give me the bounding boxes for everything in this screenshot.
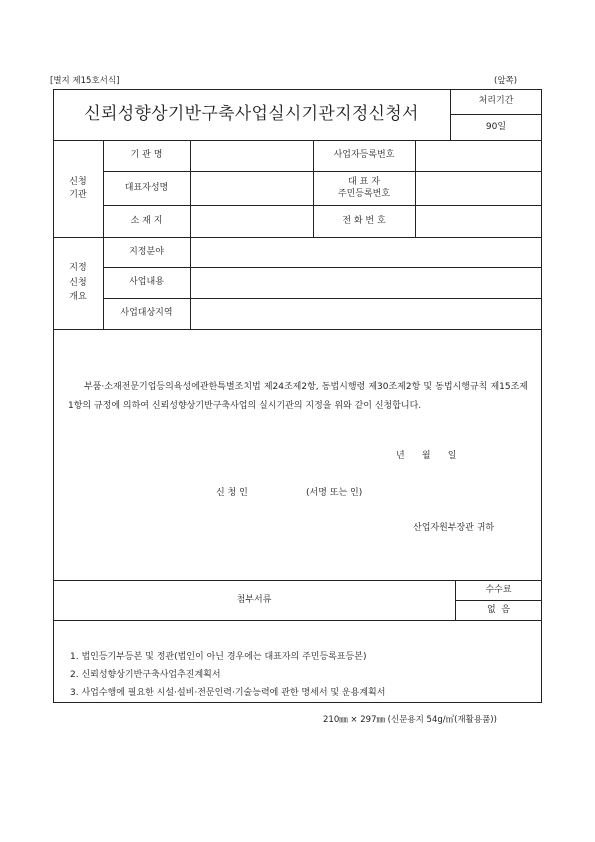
page-side: (앞쪽)	[494, 76, 518, 86]
paper-spec-footer: 210㎜ × 297㎜ (신문용지 54g/㎡(재활용품))	[323, 715, 497, 725]
fee-label: 수수료	[485, 584, 512, 595]
rep-name-field[interactable]	[190, 171, 313, 205]
business-content-input[interactable]	[190, 267, 542, 298]
attachment-item: 2. 신뢰성향상기반구축사업추진계획서	[70, 670, 221, 680]
rep-id-label: 대 표 자 주민등록번호	[337, 176, 391, 199]
address-field[interactable]	[190, 205, 313, 237]
processing-period-label: 처리기간	[478, 96, 514, 107]
attachment-item: 3. 사업수행에 필요한 시설·설비·전문인력·기술능력에 관한 명세서 및 운용계획서	[70, 688, 386, 698]
designation-field-input[interactable]	[190, 237, 542, 267]
designation-field-label: 지정분야	[129, 246, 164, 257]
processing-period-value: 90일	[485, 121, 507, 132]
fee-value: 없 음	[486, 604, 511, 615]
date-line: 년 월 일	[396, 451, 457, 461]
attachments-label: 첨부서류	[236, 594, 272, 605]
attachment-item: 1. 법인등기부등본 및 정관(법인이 아닌 경우에는 대표자의 주민등록표등본)	[70, 652, 367, 662]
form-number: [별지 제15호서식]	[50, 76, 120, 86]
addressee: 산업자원부장관 귀하	[413, 523, 495, 533]
address-label: 소 재 지	[130, 215, 163, 226]
signature-note: (서명 또는 인)	[306, 488, 363, 498]
business-content-label: 사업내용	[129, 277, 164, 288]
target-region-input[interactable]	[190, 298, 542, 329]
applicant-sign-label: 신 청 인	[216, 488, 248, 498]
biz-reg-field[interactable]	[415, 140, 542, 171]
rep-id-field[interactable]	[415, 171, 542, 205]
form-title: 신뢰성향상기반구축사업실시기관지정신청서	[84, 104, 419, 125]
target-region-label: 사업대상지역	[120, 308, 173, 319]
biz-reg-label: 사업자등록번호	[333, 150, 395, 161]
phone-field[interactable]	[415, 205, 542, 237]
org-name-field[interactable]	[190, 140, 313, 171]
rep-name-label: 대표자성명	[124, 182, 169, 193]
application-statement: 부품·소재전문기업등의육성에관한특별조치법 제24조제2항, 동법시행령 제30조제2항 및 동법시행규칙 제15조제1항의 규정에 의하여 신뢰성향상기반구축사업의 실시기관의 지정을 위와 같이 신청합니다.	[68, 382, 528, 411]
phone-label: 전 화 번 호	[342, 215, 386, 226]
org-name-label: 기 관 명	[130, 150, 163, 161]
overview-group-label: 지정 신청 개요	[69, 263, 87, 303]
applicant-group-label: 신청 기관	[69, 177, 87, 200]
